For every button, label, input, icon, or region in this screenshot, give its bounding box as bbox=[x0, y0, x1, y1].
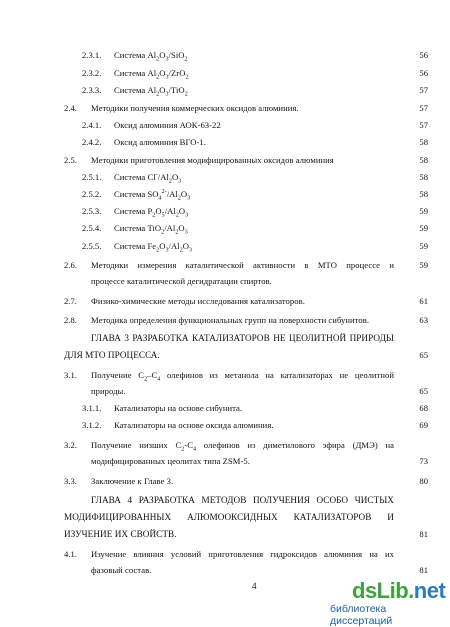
logo-main: dsLib bbox=[352, 578, 409, 603]
entry-number: 2.5.2. bbox=[82, 189, 102, 199]
entry-page: 59 bbox=[419, 260, 428, 270]
chapter-heading: ГЛАВА 4 РАЗРАБОТКА МЕТОДОВ ПОЛУЧЕНИЯ ОСОБО ЧИСТЫХ bbox=[91, 495, 394, 505]
page-number: 4 bbox=[252, 581, 257, 591]
entry-page: 65 bbox=[419, 386, 428, 396]
entry-page: 57 bbox=[419, 103, 428, 113]
entry-title: Методики приготовления модифицированных оксидов алюминия bbox=[91, 155, 334, 165]
entry-title-line: процессе каталитической дегидратации спиртов. bbox=[91, 276, 272, 286]
entry-title-line: модифицированных цеолитах типа ZSM-5. bbox=[91, 456, 250, 466]
entry-number: 3.1.1. bbox=[82, 403, 102, 413]
entry-title: Система $Al_2O_3/SiO_2$ bbox=[114, 50, 188, 63]
entry-title-line: фазовый состав. bbox=[91, 565, 152, 575]
entry-title: Система $P_2O_5/Al_2O_3$ bbox=[114, 206, 189, 219]
entry-number: 2.5.4. bbox=[82, 223, 102, 233]
entry-number: 2.4.1. bbox=[82, 120, 102, 130]
chapter-heading-line: ИЗУЧЕНИЕ ИХ СВОЙСТВ. bbox=[64, 529, 177, 539]
entry-number: 2.5.3. bbox=[82, 206, 102, 216]
entry-number: 2.6. bbox=[64, 260, 77, 270]
entry-page: 58 bbox=[419, 189, 428, 199]
entry-title: Катализаторы на основе оксида алюминия. bbox=[114, 420, 274, 430]
entry-page: 59 bbox=[419, 206, 428, 216]
entry-number: 2.4. bbox=[64, 103, 77, 113]
entry-page: 58 bbox=[419, 137, 428, 147]
entry-number: 3.1.2. bbox=[82, 420, 102, 430]
logo-dot: . bbox=[408, 578, 414, 603]
entry-page: 80 bbox=[419, 476, 428, 486]
entry-page: 58 bbox=[419, 155, 428, 165]
entry-page: 73 bbox=[419, 456, 428, 466]
entry-number: 2.3.3. bbox=[82, 85, 102, 95]
chapter-heading-line: МОДИФИЦИРОВАННЫХ АЛЮМООКСИДНЫХ КАТАЛИЗАТОРОВ И bbox=[64, 512, 394, 522]
entry-number: 2.8. bbox=[64, 315, 77, 325]
entry-page: 56 bbox=[419, 50, 428, 60]
entry-page: 59 bbox=[419, 241, 428, 251]
entry-title: Оксид алюминия ВГО-1. bbox=[114, 137, 206, 147]
entry-title: Система $TiO_2/Al_2O_3$ bbox=[114, 223, 188, 236]
entry-number: 2.3.2. bbox=[82, 68, 102, 78]
entry-number: 2.5.5. bbox=[82, 241, 102, 251]
entry-number: 2.3.1. bbox=[82, 50, 102, 60]
entry-page: 65 bbox=[419, 350, 428, 360]
entry-title: Оксид алюминия АОК-63-22 bbox=[114, 120, 221, 130]
entry-number: 2.7. bbox=[64, 296, 77, 306]
entry-number: 4.1. bbox=[64, 549, 77, 559]
watermark-tagline: библиотека диссертаций bbox=[330, 603, 393, 627]
entry-page: 68 bbox=[419, 403, 428, 413]
chapter-heading-line: ДЛЯ МТО ПРОЦЕССА. bbox=[64, 350, 160, 360]
entry-title: Система $SO_4^{2-}/Al_2O_3$ bbox=[114, 189, 191, 202]
entry-page: 59 bbox=[419, 223, 428, 233]
entry-title: Катализаторы на основе сибунита. bbox=[114, 403, 243, 413]
entry-page: 57 bbox=[419, 120, 428, 130]
entry-number: 3.1. bbox=[64, 370, 77, 380]
entry-title-line: Методики измерения каталитической активности в МТО процессе и bbox=[91, 260, 394, 270]
logo-tld: net bbox=[413, 578, 446, 603]
entry-page: 81 bbox=[419, 565, 428, 575]
entry-page: 58 bbox=[419, 172, 428, 182]
entry-title-line: Получение низших $C_2-C_4$ олефинов из диметилового эфира (ДМЭ) на bbox=[91, 440, 394, 453]
entry-title: Система $Al_2O_3/ZrO_2$ bbox=[114, 68, 189, 81]
entry-page: 69 bbox=[419, 420, 428, 430]
entry-page: 57 bbox=[419, 85, 428, 95]
entry-title: Система $Cl^-/Al_2O_3$ bbox=[114, 172, 182, 185]
entry-title: Методика определения функциональных групп на поверхности сибунитов. bbox=[91, 315, 370, 325]
entry-title-line: Изучение влияния условий приготовления гидроксидов алюминия на их bbox=[91, 549, 394, 559]
entry-title: Система $Fe_2O_3/Al_2O_3$ bbox=[114, 241, 193, 254]
entry-title: Методики получения коммерческих оксидов алюминия. bbox=[91, 103, 299, 113]
entry-page: 81 bbox=[419, 529, 428, 539]
entry-title: Система $Al_2O_3/TiO_2$ bbox=[114, 85, 188, 98]
entry-title-line: Получение $C_2-C_4$ олефинов из метанола на катализаторах не цеолитной bbox=[91, 370, 395, 383]
entry-number: 2.5. bbox=[64, 155, 77, 165]
entry-number: 3.2. bbox=[64, 440, 77, 450]
entry-number: 2.4.2. bbox=[82, 137, 102, 147]
entry-title-line: природы. bbox=[91, 386, 126, 396]
entry-page: 61 bbox=[419, 296, 428, 306]
entry-number: 2.5.1. bbox=[82, 172, 102, 182]
entry-title: Физико-химические методы исследования катализаторов. bbox=[91, 296, 305, 306]
entry-number: 3.3. bbox=[64, 476, 77, 486]
chapter-heading: ГЛАВА 3 РАЗРАБОТКА КАТАЛИЗАТОРОВ НЕ ЦЕОЛИТНОЙ ПРИРОДЫ bbox=[91, 333, 394, 343]
entry-page: 63 bbox=[419, 315, 428, 325]
watermark-logo bbox=[352, 578, 445, 604]
entry-page: 56 bbox=[419, 68, 428, 78]
entry-title: Заключение к Главе 3. bbox=[91, 476, 174, 486]
